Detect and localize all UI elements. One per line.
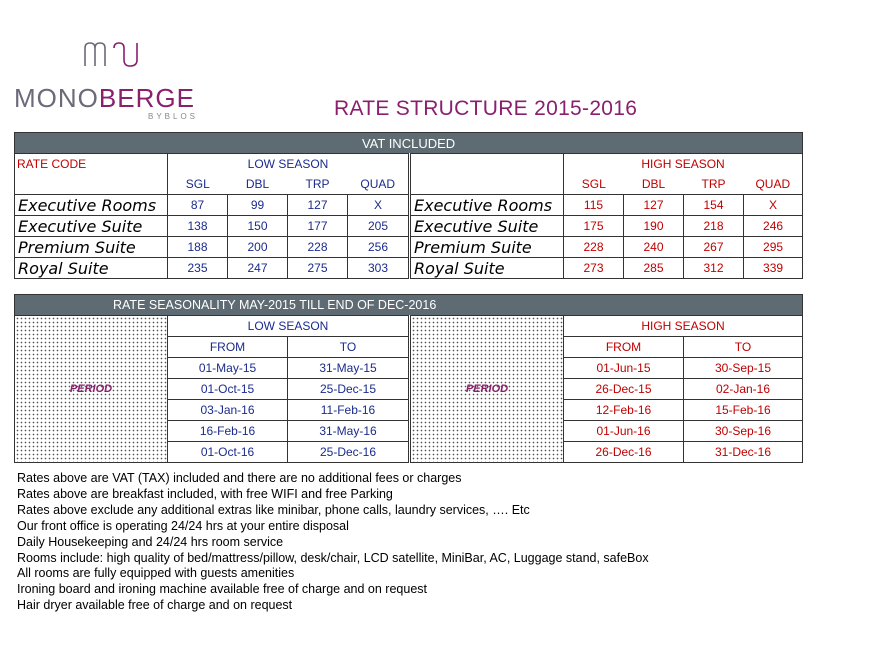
room-name: Premium Suite [15, 237, 168, 258]
rate-cell: X [348, 195, 410, 216]
date-cell: 16-Feb-16 [168, 421, 288, 442]
date-cell: 30-Sep-15 [684, 358, 803, 379]
rate-cell: 247 [228, 258, 288, 279]
note-item: All rooms are fully equipped with guests amenities [17, 566, 295, 581]
date-cell: 15-Feb-16 [684, 400, 803, 421]
col-sgl: SGL [564, 174, 624, 195]
rate-cell: 246 [744, 216, 803, 237]
note-item: Ironing board and ironing machine available free of charge and on request [17, 582, 427, 597]
rate-table [14, 132, 803, 279]
page-title: RATE STRUCTURE 2015-2016 [334, 97, 638, 120]
rate-cell: 175 [564, 216, 624, 237]
rate-cell: 285 [624, 258, 684, 279]
rate-cell: 150 [228, 216, 288, 237]
room-name: Premium Suite [410, 237, 564, 258]
note-item: Daily Housekeeping and 24/24 hrs room service [17, 534, 284, 549]
date-cell: 01-Jun-15 [564, 358, 684, 379]
low-season-label: LOW SEASON [168, 154, 410, 175]
date-cell: 01-Oct-16 [168, 442, 288, 463]
rate-cell: 115 [564, 195, 624, 216]
high-season-label: HIGH SEASON [564, 154, 803, 175]
rate-cell: 177 [288, 216, 348, 237]
table-row [15, 258, 803, 279]
date-cell: 02-Jan-16 [684, 379, 803, 400]
vat-header: VAT INCLUDED [15, 133, 803, 154]
rate-cell: 205 [348, 216, 410, 237]
period-cell-low [15, 316, 168, 463]
date-cell: 01-May-15 [168, 358, 288, 379]
rate-cell: 99 [228, 195, 288, 216]
date-cell: 11-Feb-16 [288, 400, 410, 421]
rate-cell: 295 [744, 237, 803, 258]
date-cell: 01-Jun-16 [564, 421, 684, 442]
date-cell: 31-May-16 [288, 421, 410, 442]
date-cell: 31-Dec-16 [684, 442, 803, 463]
room-name: Executive Rooms [15, 195, 168, 216]
spacer-cell [15, 174, 168, 195]
date-cell: 26-Dec-15 [564, 379, 684, 400]
room-name: Royal Suite [15, 258, 168, 279]
date-cell: 25-Dec-15 [288, 379, 410, 400]
date-cell: 01-Oct-15 [168, 379, 288, 400]
date-cell: 03-Jan-16 [168, 400, 288, 421]
col-dbl: DBL [245, 176, 270, 191]
note-item: Hair dryer available free of charge and on request [17, 598, 293, 613]
low-season-label: LOW SEASON [168, 316, 410, 337]
col-trp: TRP [305, 176, 330, 191]
period-label: PERIOD [465, 383, 509, 395]
to-label: TO [684, 337, 803, 358]
col-quad: QUAD [348, 174, 410, 195]
rate-cell: 275 [288, 258, 348, 279]
spacer-cell [410, 154, 564, 175]
rate-cell: 218 [684, 216, 744, 237]
table-row [15, 195, 803, 216]
from-label: FROM [564, 337, 684, 358]
note-item: Rooms include: high quality of bed/mattress/pillow, desk/chair, LCD satellite, MiniBar, AC, Luggage stand, safeBox [17, 550, 649, 565]
rate-cell: 273 [564, 258, 624, 279]
note-item: Rates above exclude any additional extras like minibar, phone calls, laundry services, …. Etc [17, 502, 530, 517]
rate-cell: 228 [564, 237, 624, 258]
logo-wordmark [14, 84, 195, 112]
rate-cell: 339 [744, 258, 803, 279]
rate-cell: 267 [684, 237, 744, 258]
high-season-label: HIGH SEASON [564, 316, 803, 337]
logo-word-a: MONO [14, 83, 99, 113]
note-item: Rates above are breakfast included, with free WIFI and free Parking [17, 486, 393, 501]
rate-cell: 190 [624, 216, 684, 237]
date-cell: 31-May-15 [288, 358, 410, 379]
period-label: PERIOD [69, 383, 113, 395]
room-name: Executive Suite [15, 216, 168, 237]
period-cell-high [410, 316, 564, 463]
logo-monogram [82, 40, 144, 68]
rate-cell: 235 [168, 258, 228, 279]
from-label: FROM [168, 337, 288, 358]
date-cell: 25-Dec-16 [288, 442, 410, 463]
col-sgl: SGL [185, 176, 210, 191]
rate-cell: 154 [684, 195, 744, 216]
date-cell: 30-Sep-16 [684, 421, 803, 442]
rate-cell: 200 [228, 237, 288, 258]
col-trp: TRP [701, 176, 726, 191]
table-row [15, 216, 803, 237]
logo-subtitle: BYBLOS [148, 112, 199, 121]
room-name: Executive Suite [410, 216, 564, 237]
rate-cell: 256 [348, 237, 410, 258]
rate-cell: 312 [684, 258, 744, 279]
seasonality-header: RATE SEASONALITY MAY-2015 TILL END OF DEC-2016 [15, 295, 803, 316]
rate-cell: 188 [168, 237, 228, 258]
table-row [15, 237, 803, 258]
note-item: Our front office is operating 24/24 hrs at your entire disposal [17, 518, 349, 533]
date-cell: 12-Feb-16 [564, 400, 684, 421]
logo-word-b: BERGE [98, 83, 195, 113]
rate-code-label: RATE CODE [15, 154, 168, 175]
seasonality-table [14, 294, 803, 463]
note-item: Rates above are VAT (TAX) included and there are no additional fees or charges [17, 471, 462, 485]
room-name: Royal Suite [410, 258, 564, 279]
rate-cell: 127 [288, 195, 348, 216]
rate-cell: 87 [168, 195, 228, 216]
col-dbl: DBL [641, 176, 666, 191]
notes-list [17, 471, 649, 614]
spacer-cell [410, 174, 564, 195]
col-quad: QUAD [744, 174, 803, 195]
rate-cell: 138 [168, 216, 228, 237]
room-name: Executive Rooms [410, 195, 564, 216]
rate-cell: 228 [288, 237, 348, 258]
date-cell: 26-Dec-16 [564, 442, 684, 463]
rate-cell: 303 [348, 258, 410, 279]
rate-cell: 240 [624, 237, 684, 258]
rate-cell: X [744, 195, 803, 216]
rate-cell: 127 [624, 195, 684, 216]
to-label: TO [288, 337, 410, 358]
